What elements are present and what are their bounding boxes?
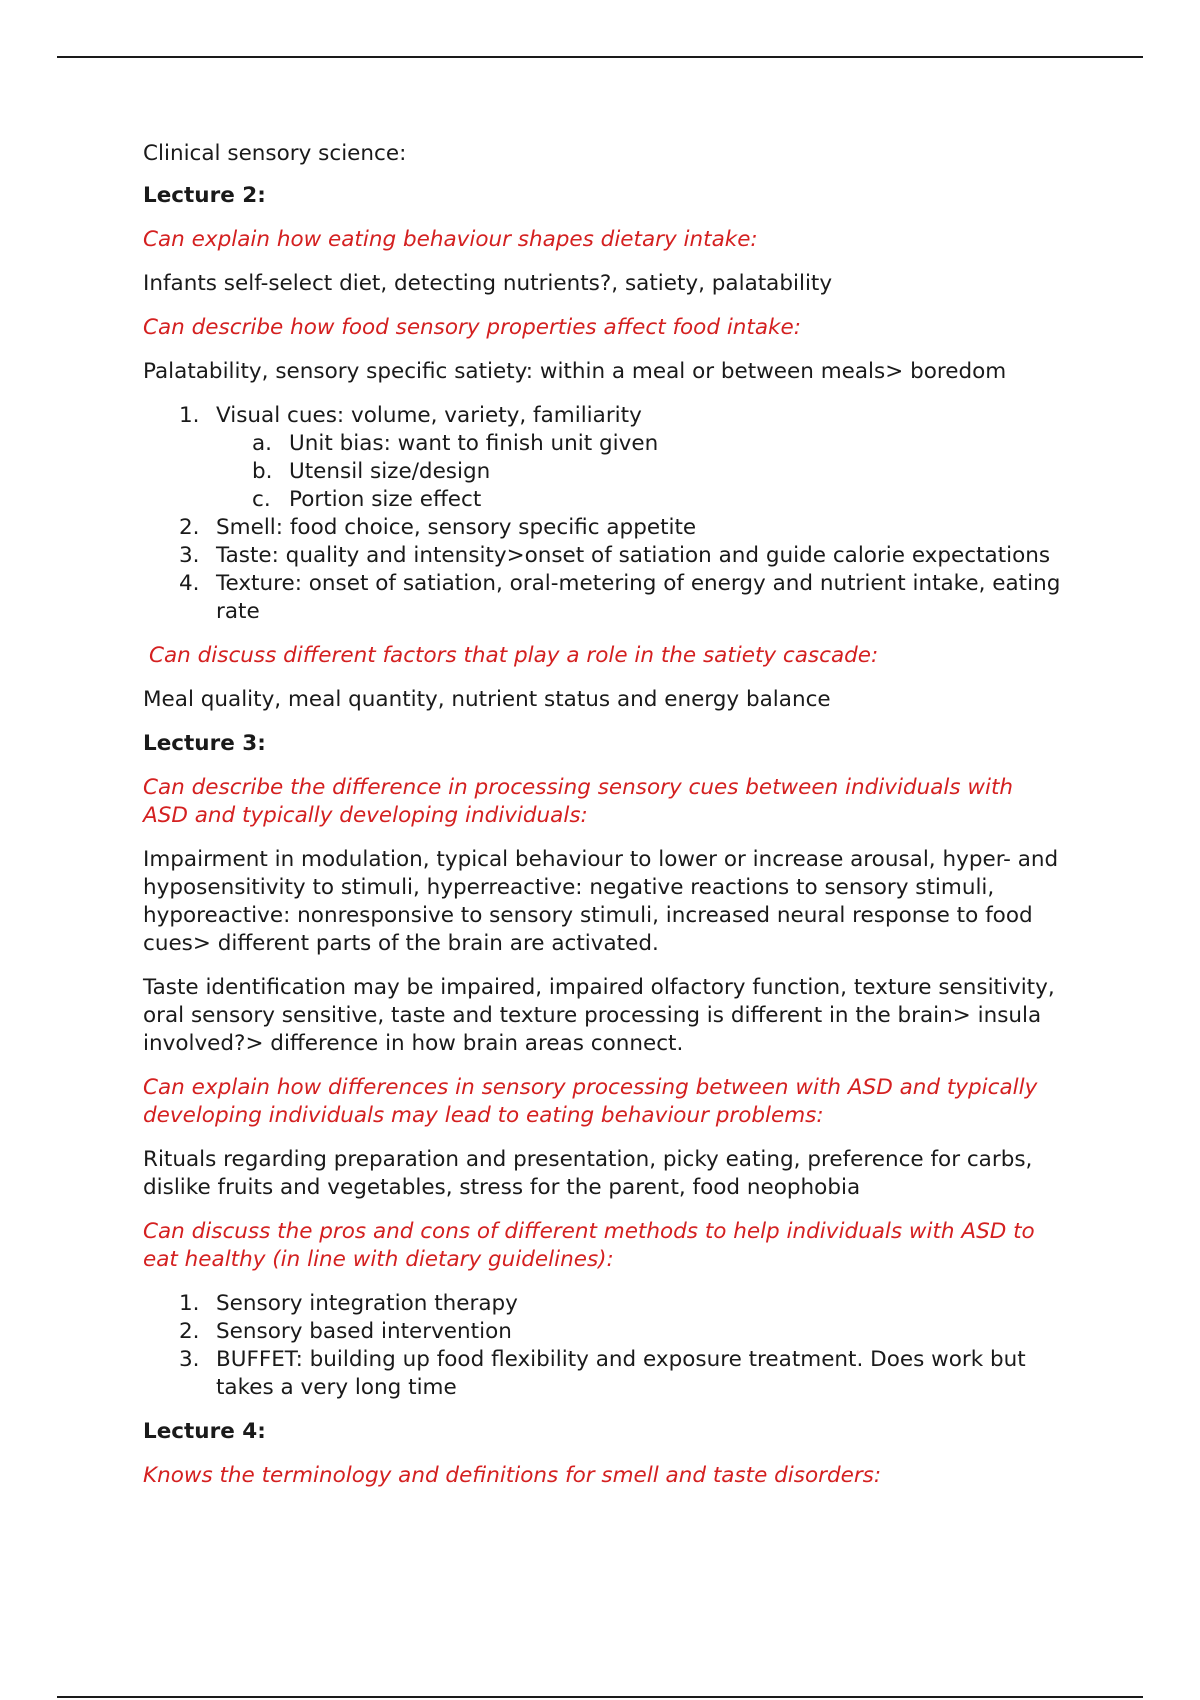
list-letter: b. (252, 459, 273, 484)
list-letter: a. (252, 431, 273, 456)
list-item-text: Taste: quality and intensity>onset of satiation and guide calorie expectations (216, 543, 1051, 568)
learning-objective: Can explain how differences in sensory processing between with ASD and typically developing individuals may lead to eating behaviour problems: (143, 1075, 1038, 1128)
paragraph: Taste identification may be impaired, impaired olfactory function, texture sensitivity, oral sensory sensitive, taste and texture processing is different in the brain> insula involved?> difference in how brain areas connect. (143, 975, 1055, 1056)
visual-cues-sublist (216, 430, 1063, 514)
learning-objective: Knows the terminology and definitions for smell and taste disorders: (143, 1463, 882, 1488)
list-item (216, 486, 1063, 514)
list-number: 1. (179, 1291, 200, 1316)
list-number: 1. (179, 403, 200, 428)
list-item (143, 1346, 1063, 1402)
asd-methods-list (143, 1290, 1063, 1402)
learning-objective: Can describe the difference in processing sensory cues between individuals with ASD and typically developing individuals: (143, 775, 1014, 828)
list-item (143, 1318, 1063, 1346)
list-item (143, 514, 1063, 542)
list-item-text: Portion size effect (289, 487, 482, 512)
paragraph: Impairment in modulation, typical behaviour to lower or increase arousal, hyper- and hyposensitivity to stimuli, hyperreactive: negative reactions to sensory stimuli, hyporeactive: nonresponsive to sensory stimuli, increased neural response to food cues> different parts of the brain are activated. (143, 847, 1059, 956)
learning-objective: Can describe how food sensory properties affect food intake: (143, 315, 801, 340)
learning-objective: Can discuss different factors that play a role in the satiety cascade: (149, 643, 879, 668)
document-title: Clinical sensory science: (143, 141, 407, 166)
lecture-4-heading: Lecture 4: (143, 1419, 266, 1444)
list-item (216, 430, 1063, 458)
list-item (143, 402, 1063, 514)
paragraph: Palatability, sensory specific satiety: within a meal or between meals> boredom (143, 359, 1007, 384)
paragraph: Infants self-select diet, detecting nutrients?, satiety, palatability (143, 271, 833, 296)
lecture-3-heading: Lecture 3: (143, 731, 266, 756)
list-item (216, 458, 1063, 486)
list-item-text: Visual cues: volume, variety, familiarity (216, 403, 642, 428)
list-number: 2. (179, 515, 200, 540)
sensory-cues-list (143, 402, 1063, 626)
list-item-text: Utensil size/design (289, 459, 491, 484)
list-item (143, 1290, 1063, 1318)
list-item-text: Smell: food choice, sensory specific appetite (216, 515, 697, 540)
footer-rule (57, 1696, 1143, 1698)
list-item-text: Sensory integration therapy (216, 1291, 518, 1316)
list-item-text: Unit bias: want to finish unit given (289, 431, 659, 456)
learning-objective: Can explain how eating behaviour shapes dietary intake: (143, 227, 758, 252)
list-item-text: BUFFET: building up food flexibility and exposure treatment. Does work but takes a very long time (216, 1347, 1026, 1400)
paragraph: Rituals regarding preparation and presentation, picky eating, preference for carbs, dislike fruits and vegetables, stress for the parent, food neophobia (143, 1147, 1033, 1200)
list-number: 3. (179, 543, 200, 568)
header-rule (57, 56, 1143, 58)
lecture-2-heading: Lecture 2: (143, 183, 266, 208)
list-item-text: Sensory based intervention (216, 1319, 512, 1344)
list-item (143, 570, 1063, 626)
document-body (143, 140, 1063, 1506)
list-number: 2. (179, 1319, 200, 1344)
list-letter: c. (252, 487, 271, 512)
learning-objective: Can discuss the pros and cons of different methods to help individuals with ASD to eat healthy (in line with dietary guidelines): (143, 1219, 1035, 1272)
list-number: 3. (179, 1347, 200, 1372)
paragraph: Meal quality, meal quantity, nutrient status and energy balance (143, 687, 831, 712)
list-number: 4. (179, 571, 200, 596)
list-item-text: Texture: onset of satiation, oral-metering of energy and nutrient intake, eating rate (216, 571, 1061, 624)
list-item (143, 542, 1063, 570)
